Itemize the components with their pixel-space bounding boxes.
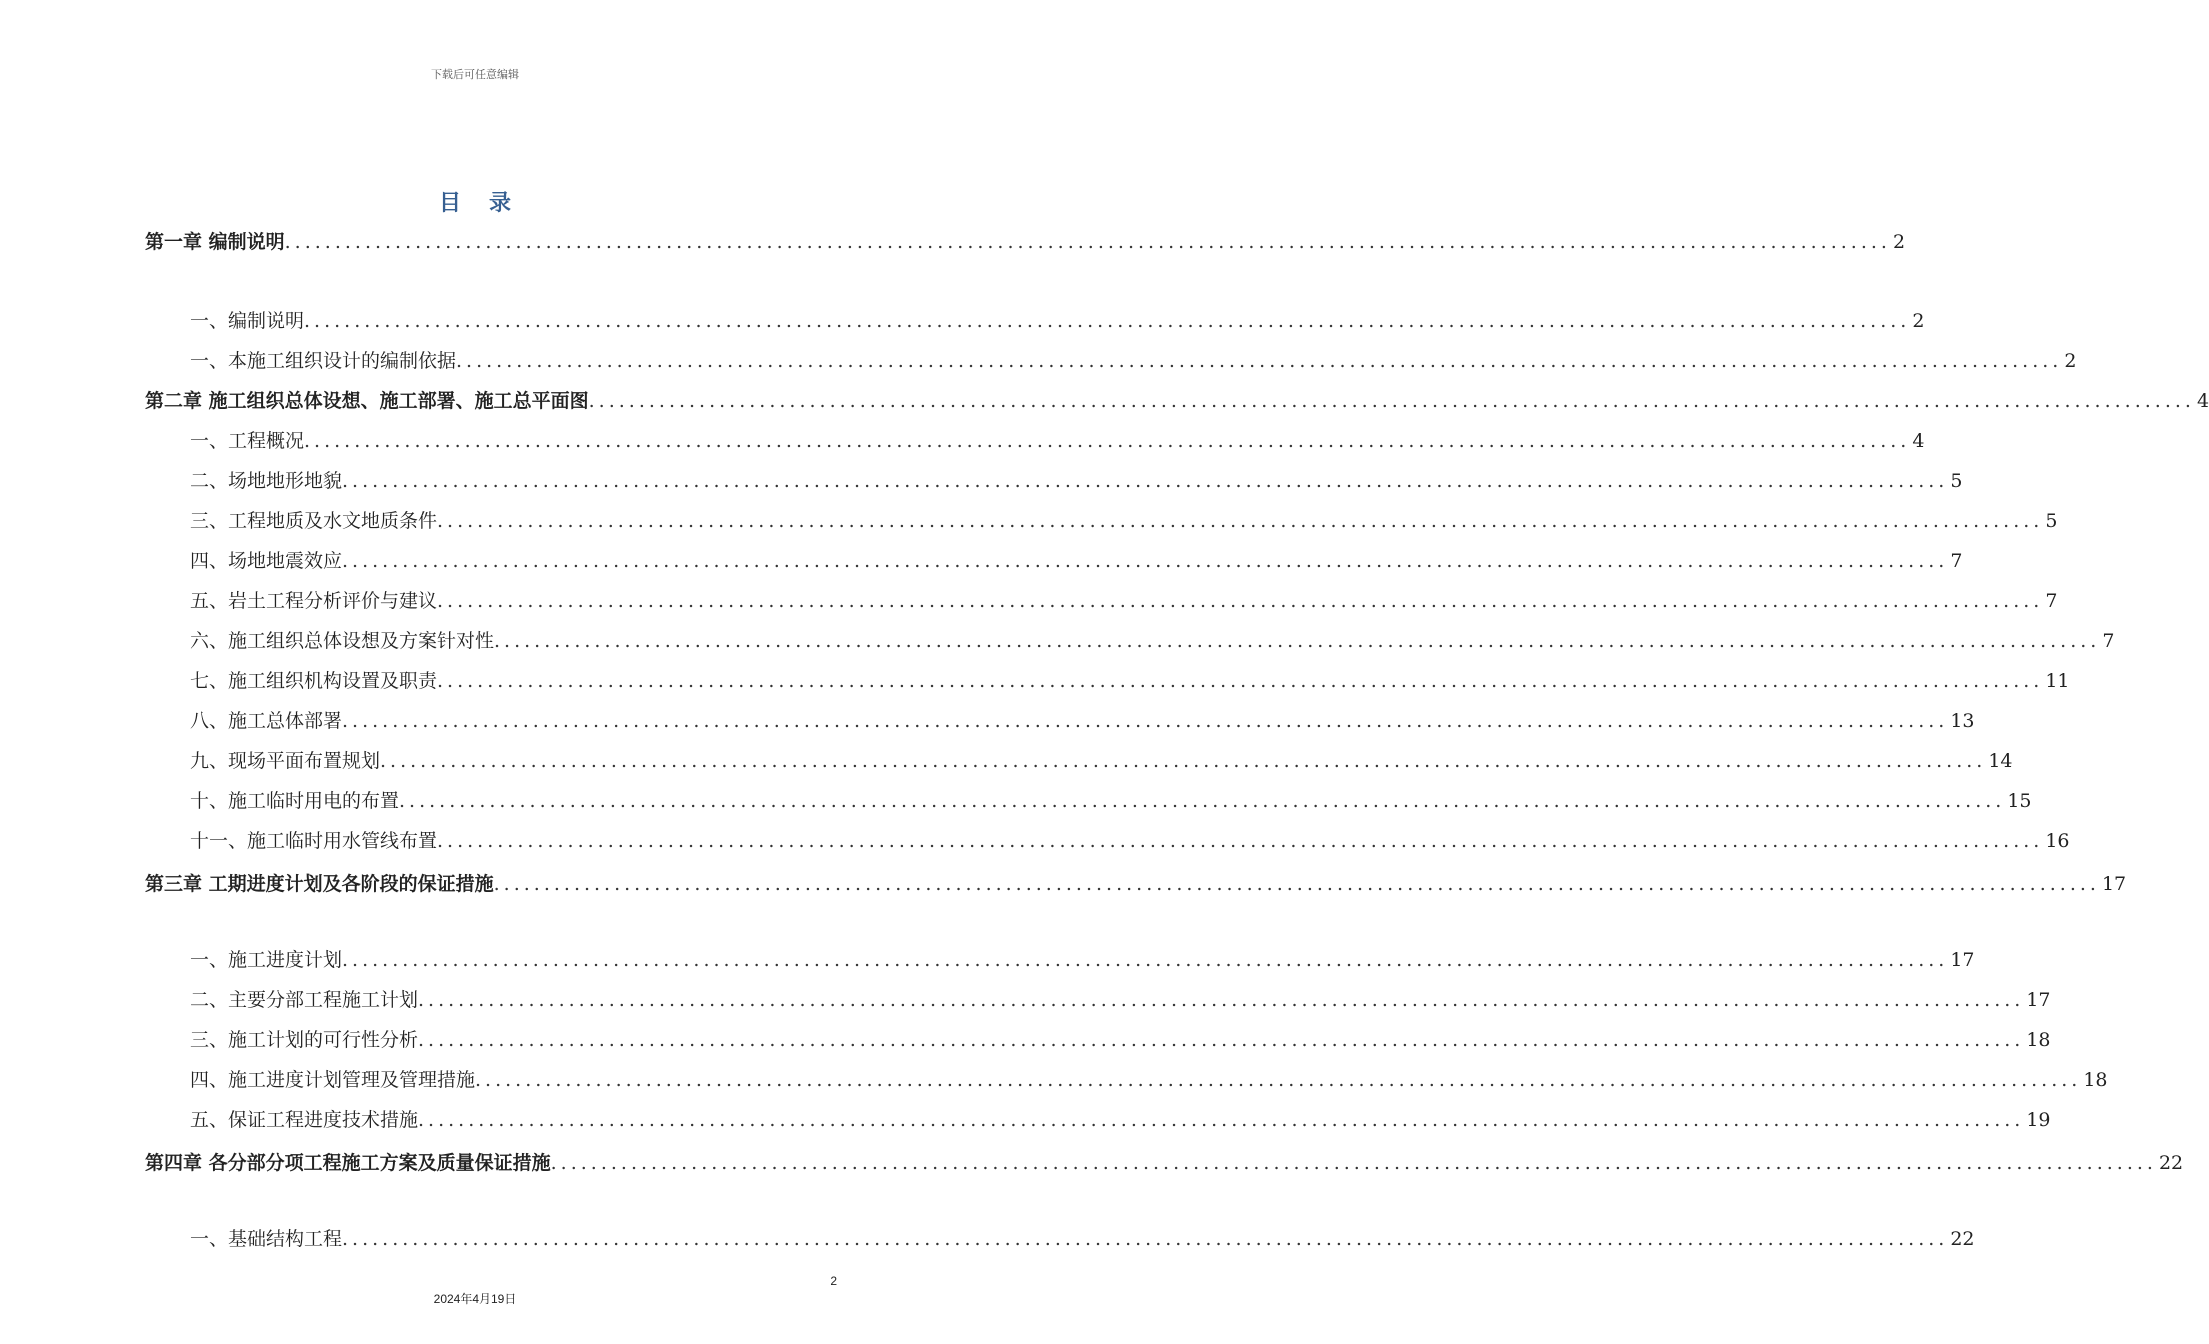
toc-entry-page: 18 [2083,1069,2108,1091]
toc-entry-page: 7 [2045,590,2058,612]
toc-leader-dots: ................................................................................................................................................................ [342,1228,1949,1250]
toc-entry-label: 第一章 编制说明 [145,231,285,253]
toc-entry-label: 一、工程概况 [190,430,305,452]
toc-entry-label: 三、施工计划的可行性分析 [190,1029,419,1051]
footer-date: 2024年4月19日 [433,1292,517,1306]
toc-entry-page: 2 [1912,310,1925,332]
toc-leader-dots: ................................................................................................................................................................ [342,710,1949,732]
toc-entry-label: 五、保证工程进度技术措施 [190,1109,419,1131]
toc-entry-page: 5 [1950,470,1963,492]
toc-entry-page: 16 [2045,830,2070,852]
toc-section-entry[interactable] [190,1107,2051,1133]
toc-section-entry[interactable] [190,1067,2108,1093]
toc-entry-label: 八、施工总体部署 [190,710,343,732]
toc-leader-dots: ................................................................................................................................................................ [304,310,1911,332]
toc-entry-page: 17 [2101,873,2127,895]
toc-entry-page: 4 [1912,430,1925,452]
toc-section-entry[interactable] [190,508,2058,534]
toc-chapter-entry[interactable] [145,1150,2184,1176]
toc-section-entry[interactable] [190,468,1963,494]
toc-section-entry[interactable] [190,668,2070,694]
toc-leader-dots: ................................................................................................................................................................ [342,470,1949,492]
toc-entry-page: 13 [1950,710,1975,732]
toc-leader-dots: ................................................................................................................................................................ [284,231,1891,253]
toc-entry-page: 2 [2064,350,2077,372]
toc-entry-label: 一、本施工组织设计的编制依据 [190,350,457,372]
toc-entry-page: 15 [2007,790,2032,812]
toc-section-entry[interactable] [190,548,1963,574]
toc-section-entry[interactable] [190,1226,1975,1252]
toc-chapter-entry[interactable] [145,229,1906,255]
toc-leader-dots: ................................................................................................................................................................ [494,630,2101,652]
toc-entry-label: 四、施工进度计划管理及管理措施 [190,1069,476,1091]
toc-entry-label: 五、岩土工程分析评价与建议 [190,590,438,612]
toc-section-entry[interactable] [190,1027,2051,1053]
toc-leader-dots: ................................................................................................................................................................ [418,989,2025,1011]
toc-entry-page: 4 [2196,390,2209,412]
toc-entry-label: 六、施工组织总体设想及方案针对性 [190,630,495,652]
toc-leader-dots: ................................................................................................................................................................ [588,390,2195,412]
toc-leader-dots: ................................................................................................................................................................ [342,949,1949,971]
toc-section-entry[interactable] [190,708,1975,734]
toc-entry-page: 5 [2045,510,2058,532]
toc-entry-page: 2 [1892,231,1906,253]
toc-leader-dots: ................................................................................................................................................................ [456,350,2063,372]
toc-section-entry[interactable] [190,588,2058,614]
toc-leader-dots: ................................................................................................................................................................ [437,510,2044,532]
toc-entry-page: 17 [1950,949,1975,971]
toc-entry-page: 11 [2045,670,2070,692]
toc-entry-label: 第四章 各分部分项工程施工方案及质量保证措施 [145,1152,551,1174]
toc-section-entry[interactable] [190,788,2032,814]
toc-leader-dots: ................................................................................................................................................................ [418,1029,2025,1051]
toc-leader-dots: ................................................................................................................................................................ [493,873,2100,895]
toc-entry-label: 九、现场平面布置规划 [190,750,381,772]
toc-entry-label: 一、基础结构工程 [190,1228,343,1250]
toc-entry-page: 17 [2026,989,2051,1011]
toc-entry-page: 22 [2158,1152,2184,1174]
toc-entry-label: 第二章 施工组织总体设想、施工部署、施工总平面图 [145,390,589,412]
toc-section-entry[interactable] [190,828,2070,854]
toc-section-entry[interactable] [190,987,2051,1013]
toc-entry-label: 一、施工进度计划 [190,949,343,971]
toc-entry-label: 三、工程地质及水文地质条件 [190,510,438,532]
toc-entry-page: 22 [1950,1228,1975,1250]
toc-leader-dots: ................................................................................................................................................................ [380,750,1987,772]
toc-entry-label: 十一、施工临时用水管线布置 [190,830,438,852]
toc-leader-dots: ................................................................................................................................................................ [304,430,1911,452]
toc-entry-label: 第三章 工期进度计划及各阶段的保证措施 [145,873,494,895]
page-number: 2 [830,1274,837,1288]
toc-section-entry[interactable] [190,308,1925,334]
toc-section-entry[interactable] [190,748,2013,774]
toc-leader-dots: ................................................................................................................................................................ [475,1069,2082,1091]
toc-leader-dots: ................................................................................................................................................................ [550,1152,2157,1174]
toc-chapter-entry[interactable] [145,388,2209,414]
toc-entry-label: 二、场地地形地貌 [190,470,343,492]
toc-leader-dots: ................................................................................................................................................................ [437,830,2044,852]
toc-entry-page: 18 [2026,1029,2051,1051]
toc-entry-label: 四、场地地震效应 [190,550,343,572]
toc-leader-dots: ................................................................................................................................................................ [418,1109,2025,1131]
toc-entry-label: 一、编制说明 [190,310,305,332]
toc-entry-page: 19 [2026,1109,2051,1131]
toc-entry-label: 十、施工临时用电的布置 [190,790,400,812]
toc-section-entry[interactable] [190,348,2077,374]
toc-entry-label: 七、施工组织机构设置及职责 [190,670,438,692]
toc-entry-page: 7 [1950,550,1963,572]
toc-leader-dots: ................................................................................................................................................................ [437,590,2044,612]
toc-entry-page: 14 [1988,750,2013,772]
toc-leader-dots: ................................................................................................................................................................ [399,790,2006,812]
toc-title: 目录 [438,190,539,216]
header-note: 下载后可任意编辑 [431,68,519,81]
toc-entry-page: 7 [2102,630,2115,652]
toc-section-entry[interactable] [190,947,1975,973]
toc-section-entry[interactable] [190,628,2115,654]
toc-leader-dots: ................................................................................................................................................................ [342,550,1949,572]
toc-chapter-entry[interactable] [145,871,2127,897]
toc-leader-dots: ................................................................................................................................................................ [437,670,2044,692]
toc-section-entry[interactable] [190,428,1925,454]
toc-entry-label: 二、主要分部工程施工计划 [190,989,419,1011]
